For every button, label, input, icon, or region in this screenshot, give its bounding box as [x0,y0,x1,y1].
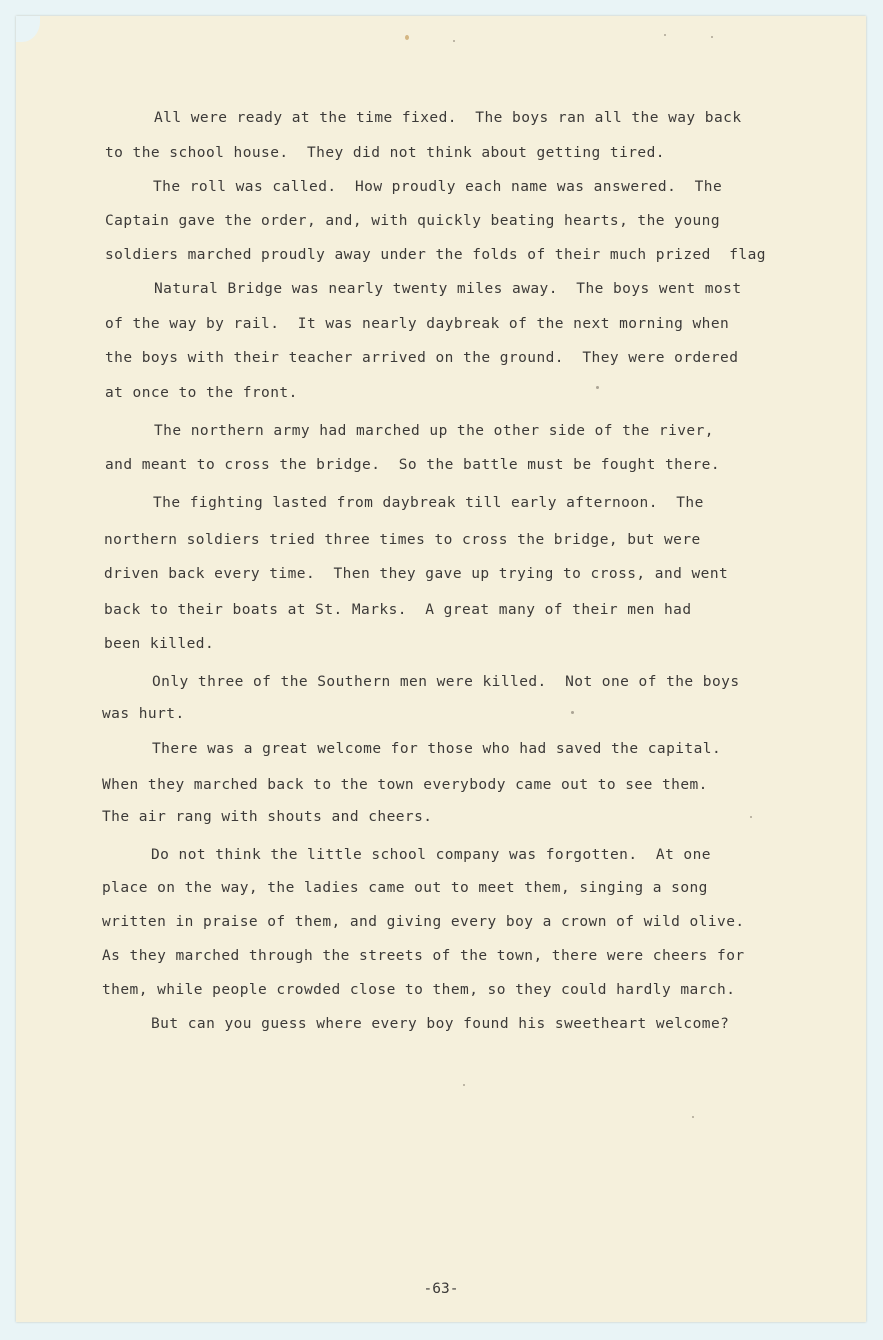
text-line: the boys with their teacher arrived on the ground. They were ordered [105,350,739,366]
text-line: Natural Bridge was nearly twenty miles away. The boys went most [154,281,742,297]
text-line: All were ready at the time fixed. The boys ran all the way back [154,110,742,126]
text-line: place on the way, the ladies came out to meet them, singing a song [102,880,708,896]
text-line: When they marched back to the town everybody came out to see them. [102,777,708,793]
text-line: As they marched through the streets of the town, there were cheers for [102,948,745,964]
text-line: to the school house. They did not think about getting tired. [105,145,665,161]
text-line: been killed. [104,636,215,652]
text-line: them, while people crowded close to them, so they could hardly march. [102,982,736,998]
text-line: of the way by rail. It was nearly daybreak of the next morning when [105,316,730,332]
text-line: northern soldiers tried three times to cross the bridge, but were [104,532,701,548]
text-line: back to their boats at St. Marks. A great many of their men had [104,602,692,618]
page-number: -63- [423,1281,459,1297]
text-line: driven back every time. Then they gave up trying to cross, and went [104,566,729,582]
text-line: and meant to cross the bridge. So the battle must be fought there. [105,457,721,473]
text-line: The air rang with shouts and cheers. [102,809,433,825]
text-line: Only three of the Southern men were killed. Not one of the boys [152,674,740,690]
text-line: Do not think the little school company was forgotten. At one [151,847,711,863]
typed-text-body [16,16,866,1322]
text-line: The fighting lasted from daybreak till early afternoon. The [153,495,704,511]
text-line: The roll was called. How proudly each name was answered. The [153,179,723,195]
text-line: at once to the front. [105,385,298,401]
text-line: There was a great welcome for those who had saved the capital. [152,741,722,757]
text-line: soldiers marched proudly away under the folds of their much prized flag [105,247,766,263]
text-line: was hurt. [102,706,185,722]
text-line: But can you guess where every boy found his sweetheart welcome? [151,1016,730,1032]
document-page [16,16,866,1322]
text-line: Captain gave the order, and, with quickly beating hearts, the young [105,213,721,229]
text-line: The northern army had marched up the other side of the river, [154,423,714,439]
text-line: written in praise of them, and giving every boy a crown of wild olive. [102,914,745,930]
